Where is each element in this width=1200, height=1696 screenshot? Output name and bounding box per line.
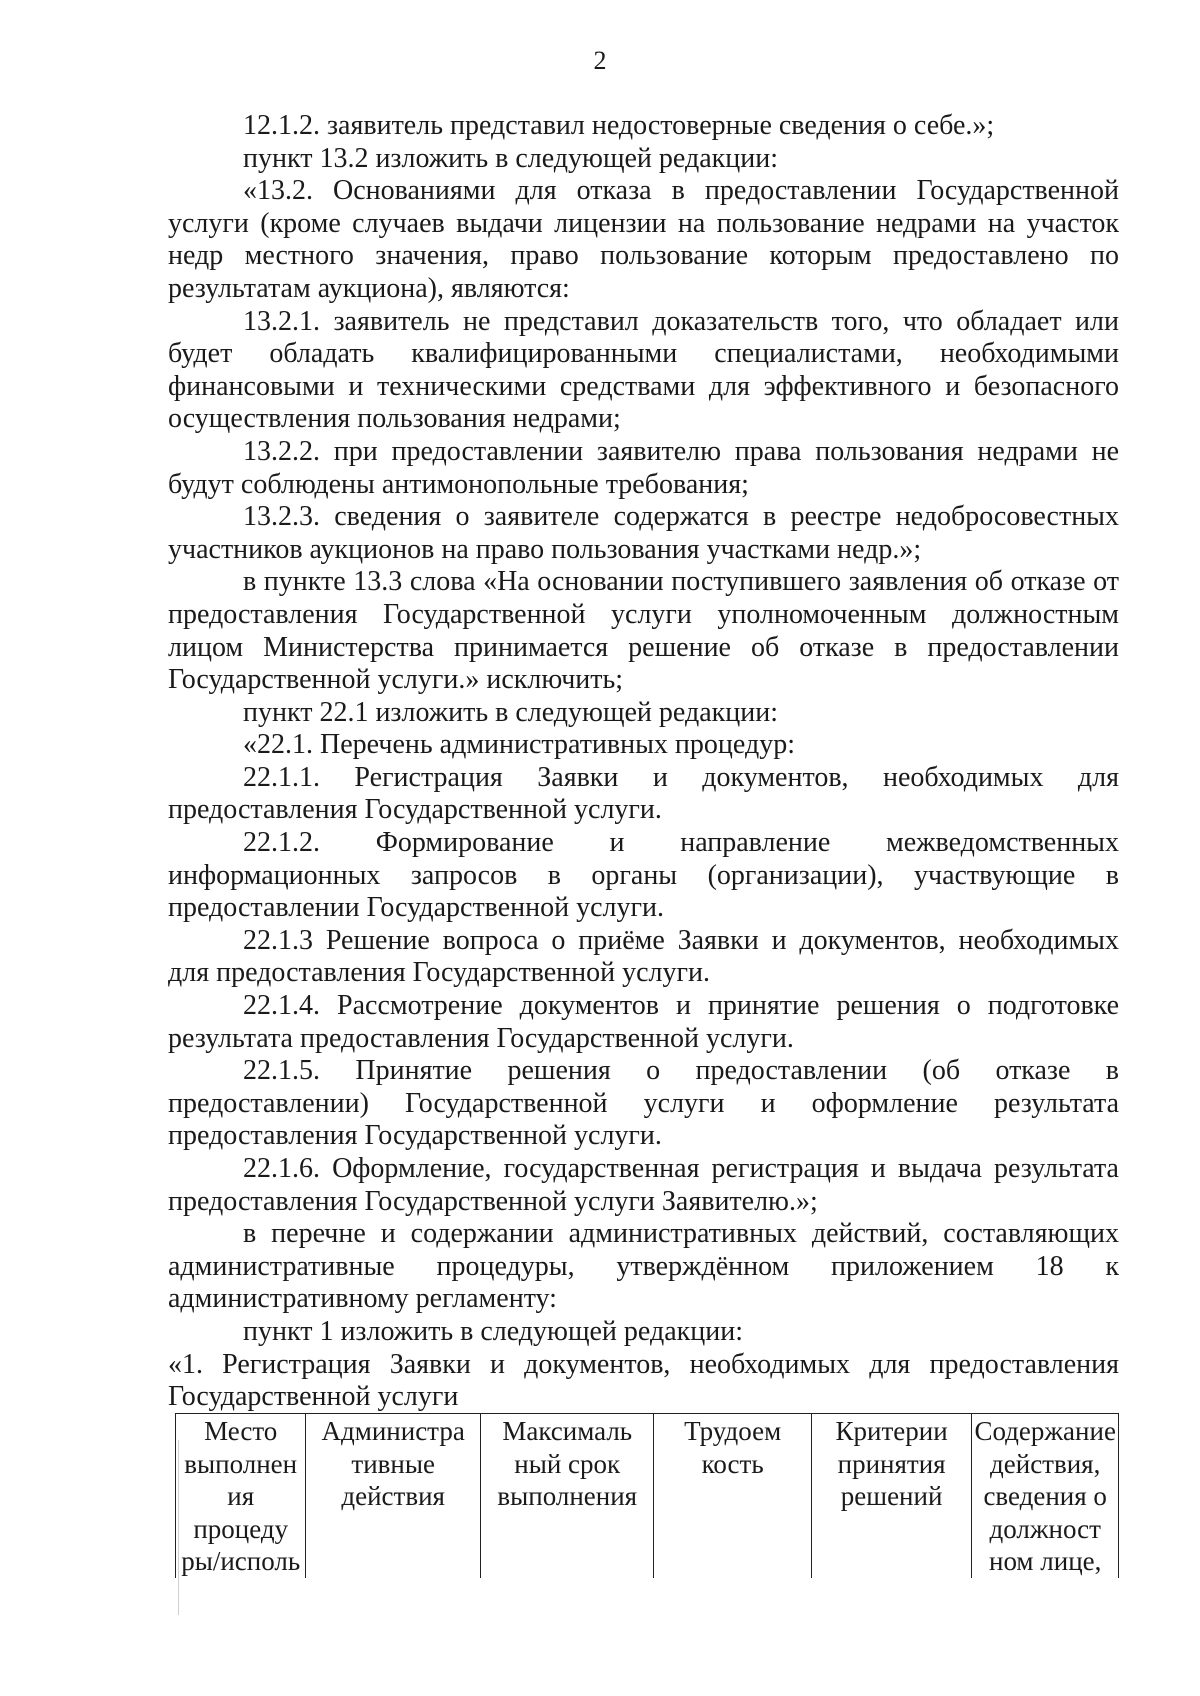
column-header-actions: Администра тивные действия [306,1414,481,1578]
paragraph-13-2-3: 13.2.3. сведения о заявителе содержатся в реестре недобросовестных участников аукционов на право пользования участками недр.»; [168,501,1119,565]
paragraph-22-1-1: 22.1.1. Регистрация Заявки и документов, необходимых для предоставления Государственной услуги. [168,761,1119,826]
page-number: 2 [593,46,607,75]
column-header-content: Содержание действия, сведения о должност ном лице, [972,1414,1119,1578]
paragraph-13-2-2: 13.2.2. при предоставлении заявителю права пользования недрами не будут соблюдены антимонопольные требования; [168,435,1119,500]
paragraph-13-2-1: 13.2.1. заявитель не представил доказательств того, что обладает или будет обладать квалифицированными специалистами, необходимыми финансовыми и техническими средствами для эффективного и безопасного осуществления пользования недрами; [168,305,1119,435]
paragraph-amend-13-2: пункт 13.2 изложить в следующей редакции: [243,142,778,174]
procedure-table [175,1413,1119,1578]
paragraph-22-1-5: 22.1.5. Принятие решения о предоставлении (об отказе в предоставлении) Государственной услуги и оформление результата предоставления Государственной услуги. [168,1055,1119,1152]
document-body [168,110,1119,1414]
paragraph-22-1-6: 22.1.6. Оформление, государственная регистрация и выдача результата предоставления Государственной услуги Заявителю.»; [168,1153,1119,1217]
paragraph-point-1: «1. Регистрация Заявки и документов, необходимых для предоставления Государственной услуги [168,1348,1119,1413]
paragraph-13-2: «13.2. Основаниями для отказа в предоставлении Государственной услуги (кроме случаев выдачи лицензии на пользование недрами на участок недр местного значения, право пользование которым предоставлено по результатам аукциона), являются: [168,175,1119,304]
paragraph-13-3: в пункте 13.3 слова «На основании поступившего заявления об отказе от предоставления Государственной услуги уполномоченным должностным лицом Министерства принимается решение об отказе в предоставлении Государственной услуги.» исключить; [168,566,1119,696]
column-header-labor: Трудоем кость [654,1414,811,1578]
column-header-place: Место выполнен ия процеду ры/исполь [176,1414,306,1578]
paragraph-12-1-2: 12.1.2. заявитель представил недостоверные сведения о себе.»; [243,110,995,141]
table-header-row [176,1414,1119,1578]
paragraph-amend-point-1: пункт 1 изложить в следующей редакции: [243,1315,743,1347]
paragraph-22-1-4: 22.1.4. Рассмотрение документов и принятие решения о подготовке результата предоставления Государственной услуги. [168,990,1119,1054]
column-header-max-duration: Максималь ный срок выполнения [480,1414,654,1578]
paragraph-22-1-2: 22.1.2. Формирование и направление межведомственных информационных запросов в органы (организации), участвующие в предоставлении Государственной услуги. [168,827,1119,924]
column-header-criteria: Критерии принятия решений [811,1414,972,1578]
paragraph-22-1-3: 22.1.3 Решение вопроса о приёме Заявки и документов, необходимых для предоставления Государственной услуги. [168,924,1119,989]
paragraph-annex-18: в перечне и содержании административных действий, составляющих административные процедуры, утверждённом приложением 18 к административному регламенту: [168,1218,1119,1315]
paragraph-amend-22-1: пункт 22.1 изложить в следующей редакции: [243,696,778,728]
paragraph-22-1: «22.1. Перечень административных процедур: [243,729,795,761]
